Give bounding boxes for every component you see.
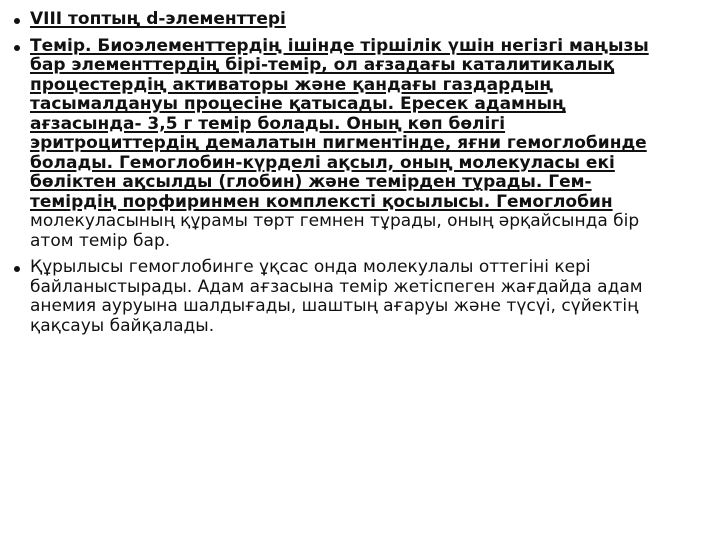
bullet-dot-icon: [14, 18, 20, 24]
list-item: [10, 10, 670, 30]
paragraph-text: Құрылысы гемоглобинге ұқсас онда молекулалы оттегіні кері байланыстырады. Адам ағзасына темір жетіспеген жағдайда адам анемия ауруына шалдығады, шаштың ағаруы және түсүі, сүйектің қақсауы байқалады.: [30, 257, 643, 336]
list-item: [10, 258, 670, 336]
bullet-dot-icon: [14, 266, 20, 272]
section-heading: VIII топтың d-элементтері: [30, 9, 286, 29]
bullet-dot-icon: [14, 45, 20, 51]
underlined-paragraph-text: Темір. Биоэлементтердің ішінде тіршілік үшін негізгі маңызы бар элементтердің бірі-темір, ол ағзадағы каталитикалық процестердің активаторы және қандағы газдардың тасымалдануы процесіне қатысады. Ересек адамның ағзасында- 3,5 г темір болады. Оның көп бөлігі эритроциттердің демалатын пигментінде, яғни гемоглобинде болады. Гемоглобин-күрделі ақсыл, оның молекуласы екі бөліктен ақсылды (глобин) және темірден тұрады. Гем-темірдің порфиринмен комплексті қосылысы. Гемоглобин: [30, 35, 649, 212]
paragraph-text: молекуласының құрамы төрт гемнен тұрады, оның әрқайсында бір атом темір бар.: [30, 211, 640, 251]
bullet-list: [10, 10, 670, 343]
list-item: [10, 37, 670, 252]
